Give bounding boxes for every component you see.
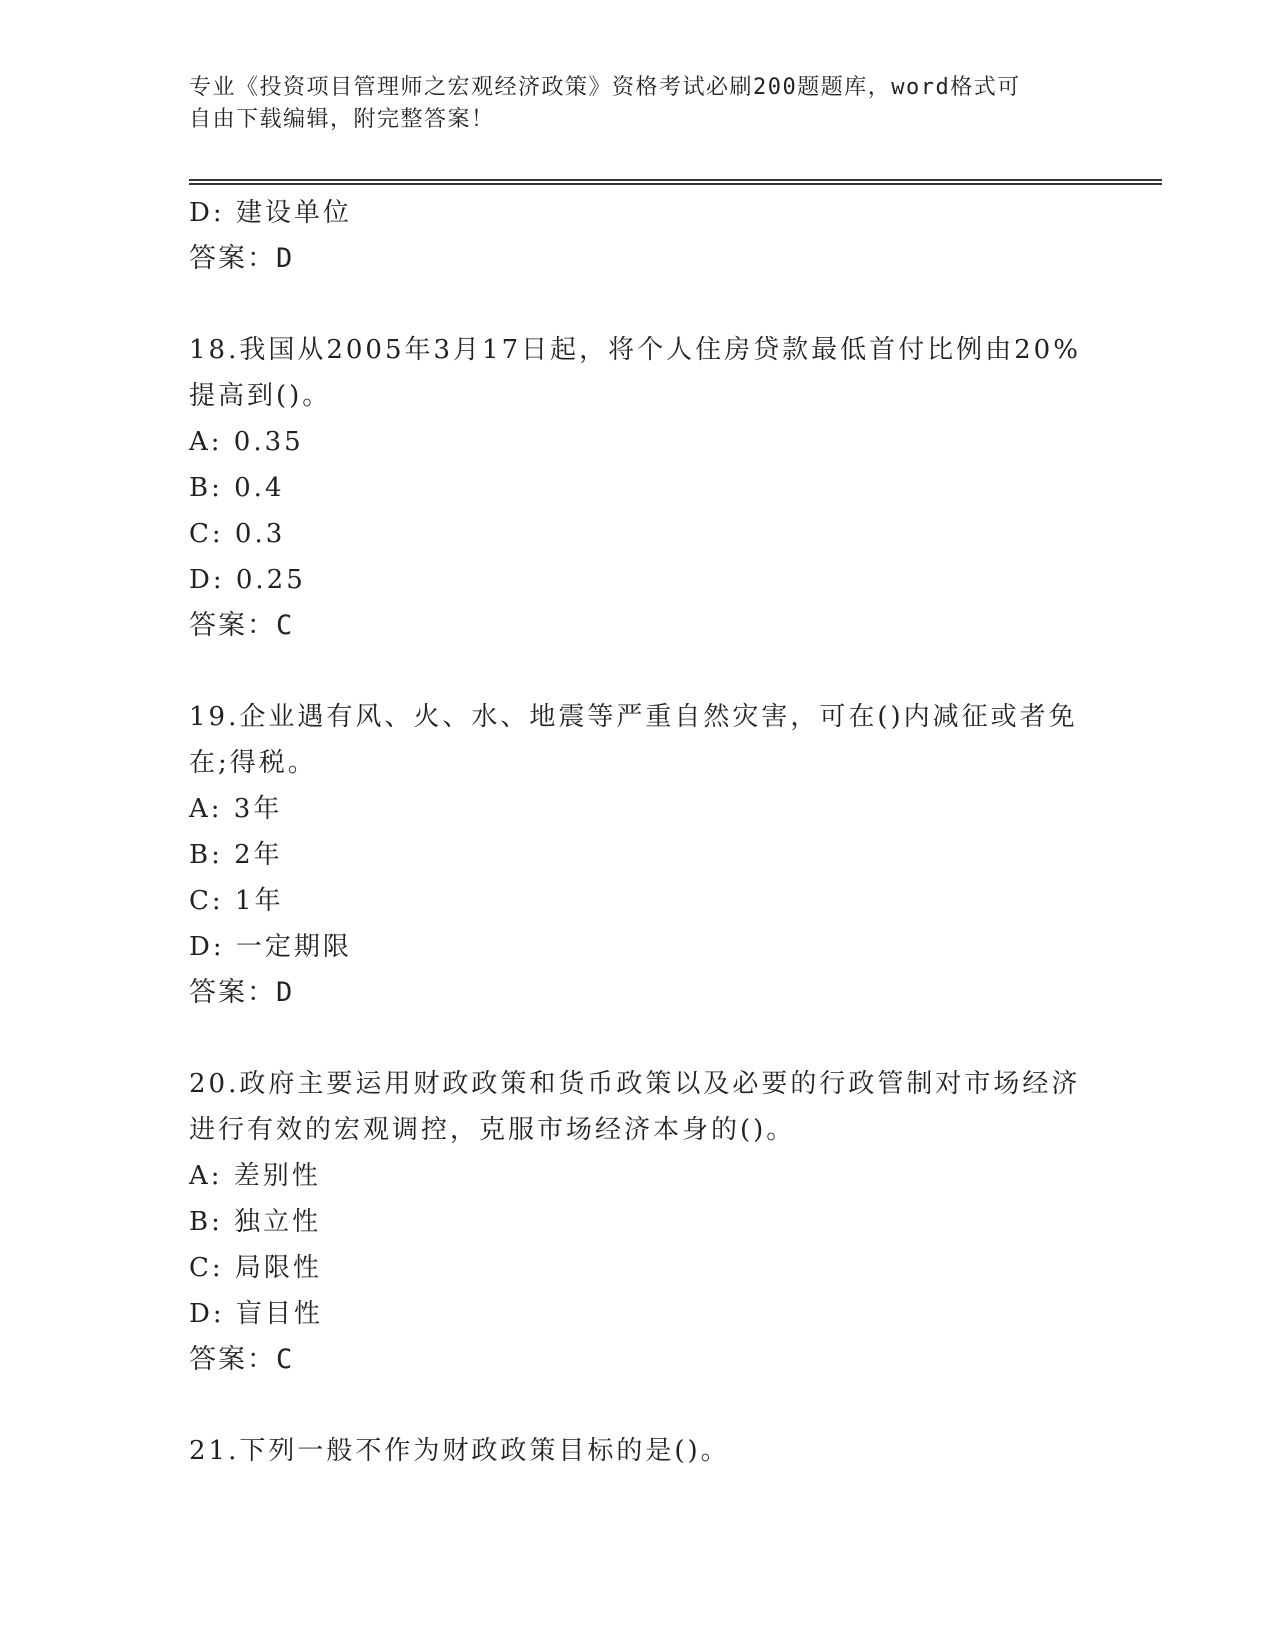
spacer (189, 282, 1089, 327)
question-text-line: 在;得税。 (189, 748, 317, 778)
question-text-line: 进行有效的宏观调控，克服市场经济本身的()。 (189, 1115, 796, 1145)
answer: 答案：C (189, 1344, 295, 1375)
answer: 答案：D (189, 977, 295, 1008)
header-divider-top (189, 179, 1162, 181)
header-divider-bottom (189, 183, 1162, 185)
option-c: C: 0.3 (189, 519, 286, 549)
question-20 (189, 1061, 1089, 1383)
question-text-line: 20.政府主要运用财政政策和货币政策以及必要的行政管制对市场经济 (189, 1069, 1081, 1099)
question-21 (189, 1428, 1089, 1474)
document-body (189, 190, 1089, 1474)
question-text-line: 18.我国从2005年3月17日起，将个人住房贷款最低首付比例由20% (189, 335, 1081, 365)
option-b: B: 2年 (189, 840, 283, 870)
option-d: D: 0.25 (189, 565, 306, 595)
option-d: D: 一定期限 (189, 932, 352, 962)
option-a: A: 0.35 (189, 427, 304, 457)
option-b: B: 独立性 (189, 1207, 322, 1237)
option-a: A: 差别性 (189, 1161, 321, 1191)
option-c: C: 局限性 (189, 1253, 322, 1283)
prev-option-d: D: 建设单位 (189, 198, 352, 228)
option-b: B: 0.4 (189, 473, 285, 503)
prev-answer: 答案：D (189, 243, 295, 274)
document-header (189, 72, 1069, 136)
question-18 (189, 327, 1089, 649)
question-text-line: 19.企业遇有风、火、水、地震等严重自然灾害，可在()内减征或者免 (189, 702, 1078, 732)
question-19 (189, 694, 1089, 1016)
option-a: A: 3年 (189, 794, 283, 824)
spacer (189, 1383, 1089, 1428)
header-line-1: 专业《投资项目管理师之宏观经济政策》资格考试必刷200题题库，word格式可 (189, 75, 1021, 100)
spacer (189, 649, 1089, 694)
header-line-2: 自由下载编辑，附完整答案！ (189, 107, 495, 132)
spacer (189, 1016, 1089, 1061)
question-text-line: 提高到()。 (189, 381, 332, 411)
option-d: D: 盲目性 (189, 1299, 323, 1329)
question-text-line: 21.下列一般不作为财政政策目标的是()。 (189, 1436, 730, 1466)
answer: 答案：C (189, 610, 295, 641)
option-c: C: 1年 (189, 886, 284, 916)
